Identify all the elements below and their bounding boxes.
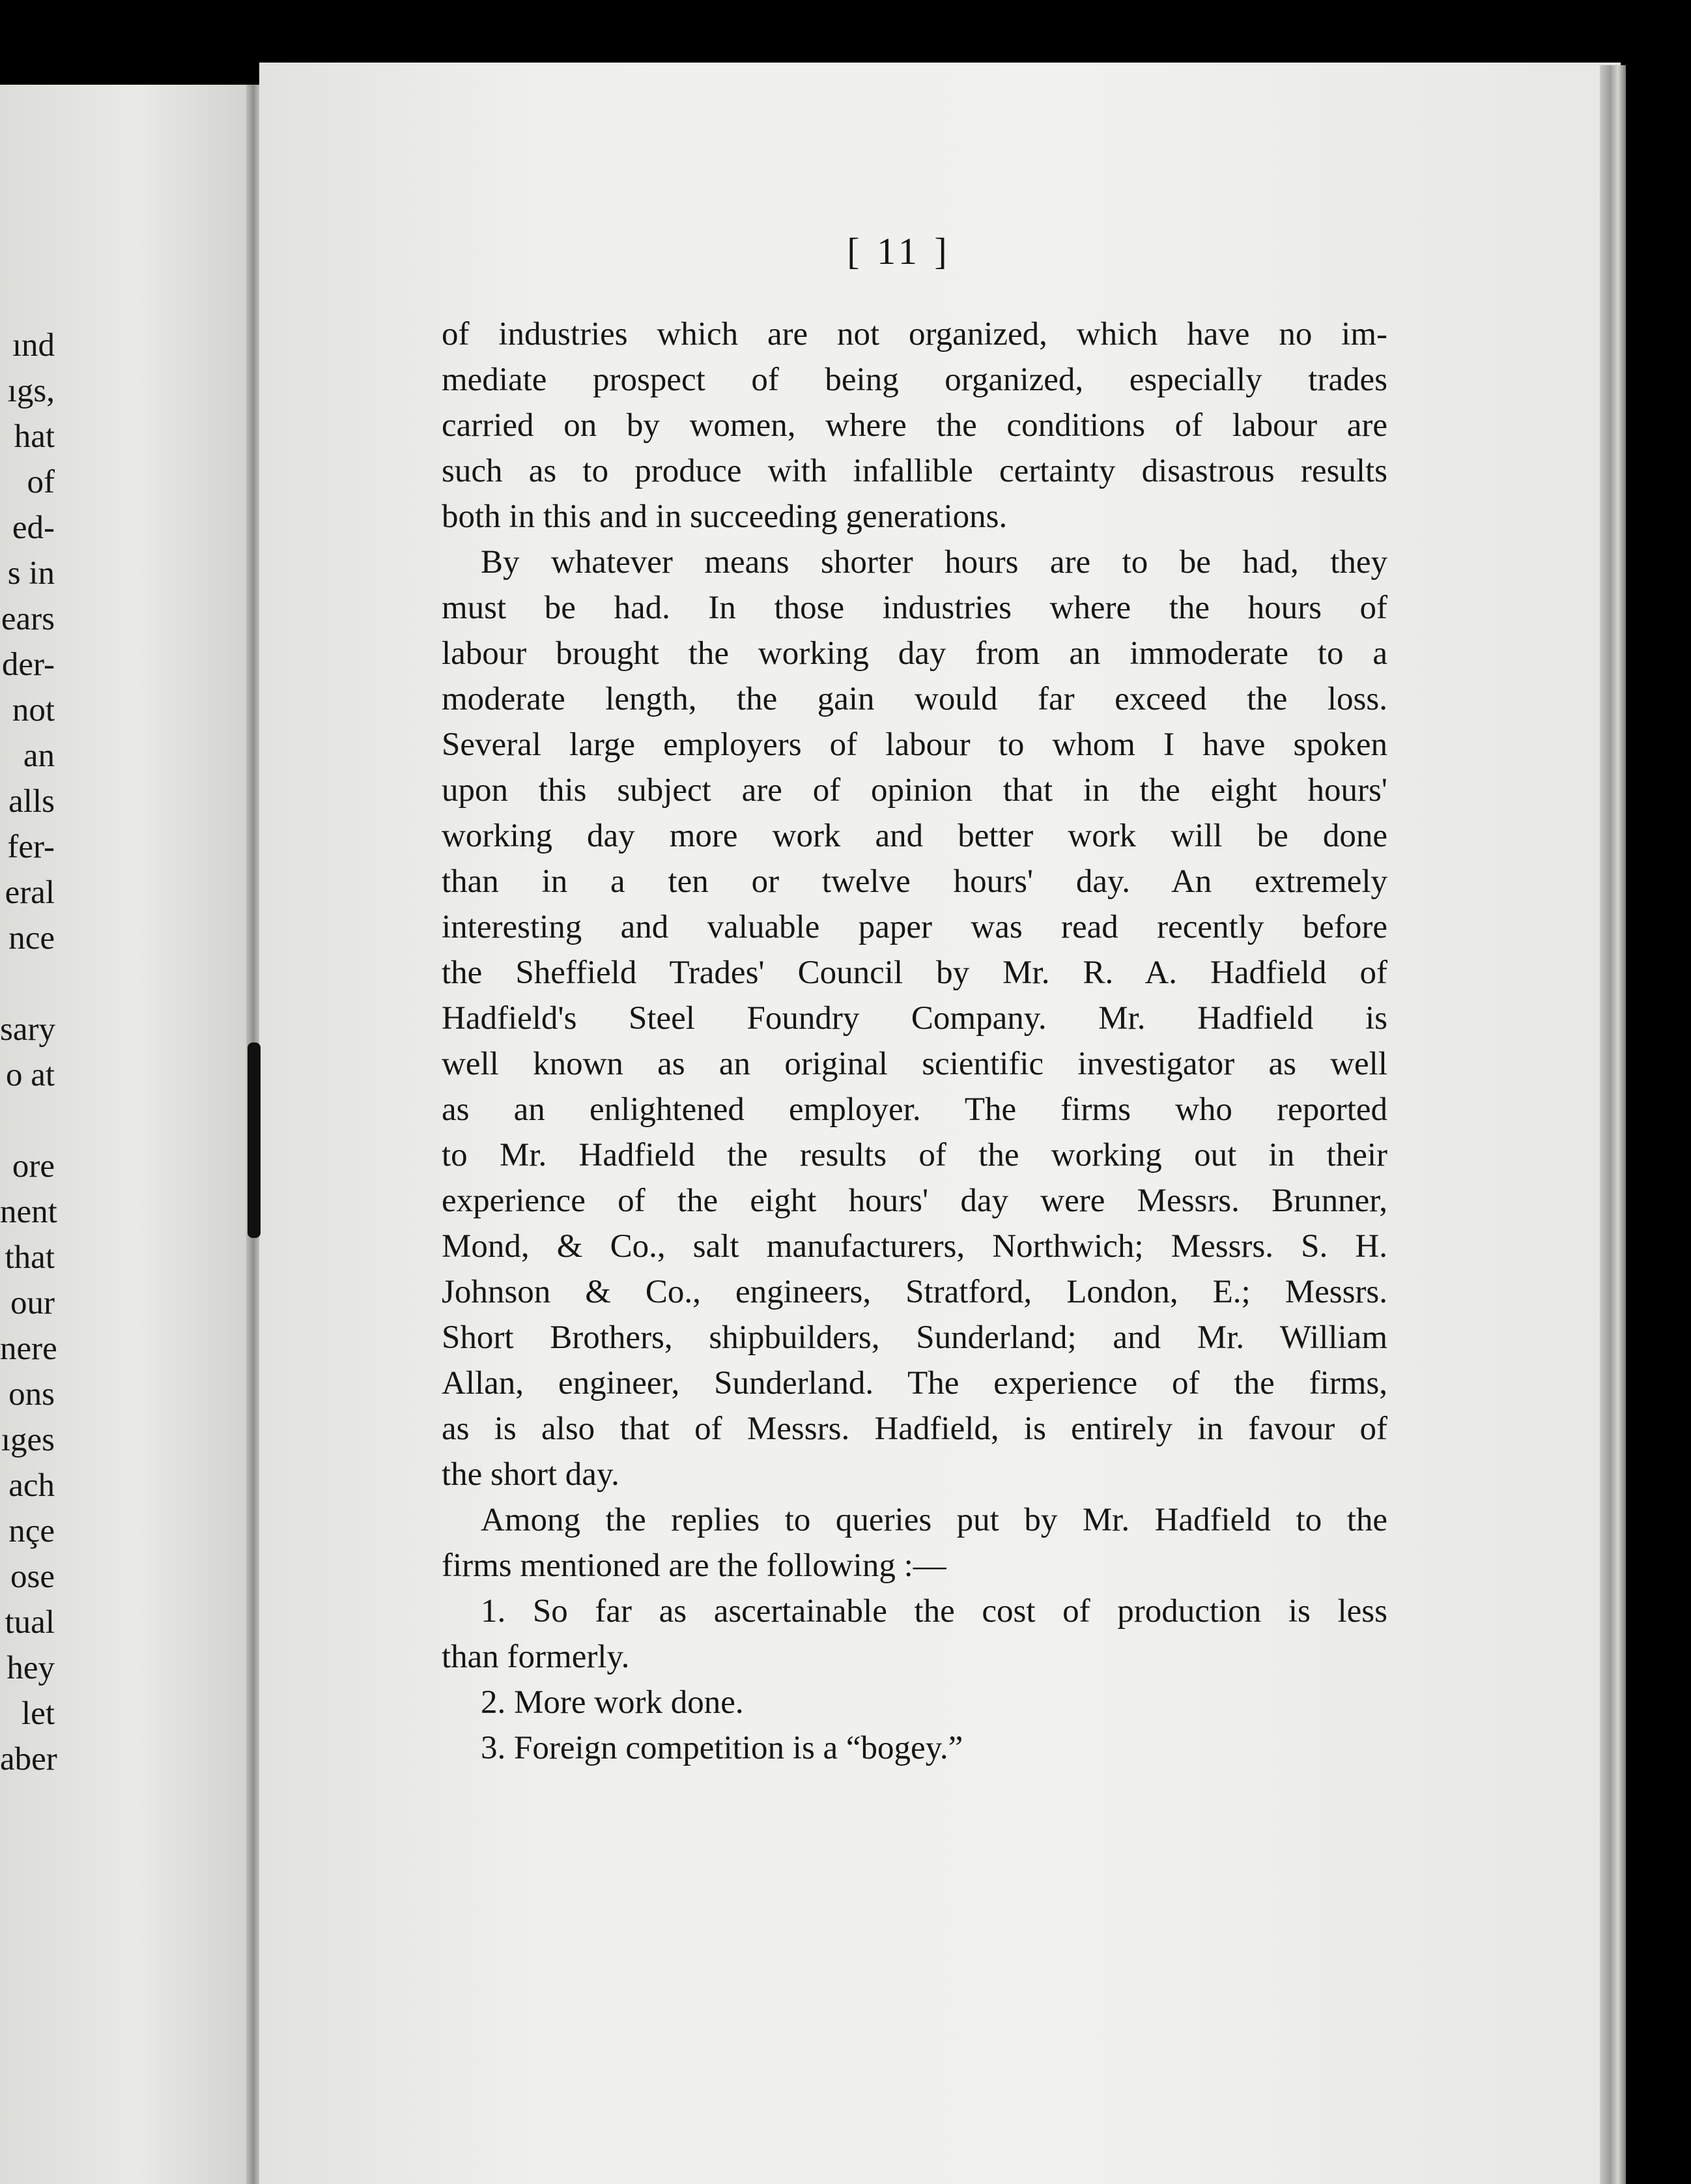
text-line: than in a ten or twelve hours' day. An extremely bbox=[442, 863, 1387, 900]
left-fragment: s in bbox=[7, 555, 55, 592]
left-fragment: nere bbox=[0, 1330, 57, 1367]
list-item bbox=[442, 1680, 1387, 1725]
left-fragment: ıgs, bbox=[7, 373, 55, 409]
text-line: Allan, engineer, Sunderland. The experience of the firms, bbox=[442, 1365, 1387, 1401]
left-fragment: an bbox=[23, 738, 55, 774]
paragraph-3 bbox=[442, 1497, 1387, 1588]
page-number: [ 11 ] bbox=[847, 230, 951, 272]
text-line: as an enlightened employer. The firms who reported bbox=[442, 1091, 1387, 1128]
left-fragment: eral bbox=[5, 874, 55, 911]
text-line: Mond, & Co., salt manufacturers, Northwich; Messrs. S. H. bbox=[442, 1228, 1387, 1265]
left-fragment: that bbox=[5, 1239, 55, 1276]
text-line: must be had. In those industries where the hours of bbox=[442, 590, 1387, 626]
left-fragment: of bbox=[27, 464, 55, 500]
left-fragment bbox=[0, 961, 55, 1007]
body-text bbox=[442, 311, 1387, 1771]
text-line: mediate prospect of being organized, especially trades bbox=[442, 362, 1387, 398]
text-line: By whatever means shorter hours are to be had, they bbox=[481, 544, 1387, 581]
left-fragment: ınd bbox=[12, 327, 55, 364]
list-item bbox=[442, 1588, 1387, 1680]
text-line: experience of the eight hours' day were Messrs. Brunner, bbox=[442, 1183, 1387, 1219]
paragraph-2 bbox=[442, 539, 1387, 1497]
text-line: carried on by women, where the conditions of labour are bbox=[442, 407, 1387, 444]
left-fragment: ose bbox=[10, 1559, 55, 1595]
text-line: Hadfield's Steel Foundry Company. Mr. Hadfield is bbox=[442, 1000, 1387, 1037]
text-line: such as to produce with infallible certainty disastrous results bbox=[442, 453, 1387, 489]
text-line: well known as an original scientific investigator as well bbox=[442, 1046, 1387, 1082]
left-fragment bbox=[0, 1098, 55, 1143]
binding-mark bbox=[248, 1042, 261, 1238]
left-fragment: aber bbox=[0, 1741, 57, 1777]
left-fragment: ed- bbox=[12, 510, 55, 546]
text-line: working day more work and better work will be done bbox=[442, 818, 1387, 854]
left-fragment: ıges bbox=[1, 1422, 55, 1458]
left-fragment: tual bbox=[5, 1604, 55, 1641]
text-line: to Mr. Hadfield the results of the working out in their bbox=[442, 1137, 1387, 1173]
text-line: 2. More work done. bbox=[481, 1684, 744, 1721]
text-line: both in this and in succeeding generations. bbox=[442, 498, 1008, 535]
text-line: labour brought the working day from an immoderate to a bbox=[442, 635, 1387, 672]
left-fragment: nce bbox=[8, 920, 55, 956]
left-fragment: o at bbox=[5, 1057, 55, 1093]
left-fragment: der- bbox=[1, 646, 55, 683]
text-line: Short Brothers, shipbuilders, Sunderland; and Mr. William bbox=[442, 1319, 1387, 1356]
text-line: interesting and valuable paper was read recently before bbox=[442, 909, 1387, 945]
page-edge bbox=[1600, 65, 1626, 2184]
text-line: 1. So far as ascertainable the cost of production is less bbox=[481, 1593, 1387, 1630]
left-fragment: alls bbox=[8, 783, 55, 820]
left-fragment: let bbox=[21, 1695, 55, 1732]
text-line: than formerly. bbox=[442, 1639, 630, 1675]
text-line: Johnson & Co., engineers, Stratford, London, E.; Messrs. bbox=[442, 1274, 1387, 1310]
left-fragment: ears bbox=[1, 601, 55, 637]
left-fragment: ons bbox=[8, 1376, 55, 1413]
text-line: the short day. bbox=[442, 1456, 619, 1493]
text-line: Among the replies to queries put by Mr. Hadfield to the bbox=[481, 1502, 1387, 1538]
left-fragment: our bbox=[10, 1285, 55, 1321]
text-line: moderate length, the gain would far exceed the loss. bbox=[442, 681, 1387, 717]
text-line: firms mentioned are the following :— bbox=[442, 1547, 946, 1584]
left-fragment: fer- bbox=[7, 829, 55, 865]
text-line: the Sheffield Trades' Council by Mr. R. A. Hadfield of bbox=[442, 955, 1387, 991]
text-line: Several large employers of labour to whom I have spoken bbox=[442, 726, 1387, 763]
text-line: upon this subject are of opinion that in the eight hours' bbox=[442, 772, 1387, 809]
left-fragment: hey bbox=[7, 1650, 55, 1686]
left-fragment: nçe bbox=[8, 1513, 55, 1549]
text-line: of industries which are not organized, which have no im- bbox=[442, 316, 1387, 352]
left-fragment: sary bbox=[0, 1011, 55, 1048]
left-fragment: ore bbox=[12, 1148, 55, 1185]
text-line: as is also that of Messrs. Hadfield, is entirely in favour of bbox=[442, 1411, 1387, 1447]
left-fragment: not bbox=[12, 692, 55, 728]
left-fragment: hat bbox=[14, 418, 55, 455]
paragraph-1 bbox=[442, 311, 1387, 539]
left-fragment: nent bbox=[0, 1194, 57, 1230]
left-fragment: ach bbox=[8, 1467, 55, 1504]
list-item bbox=[442, 1725, 1387, 1771]
left-page-text bbox=[0, 323, 55, 1782]
text-line: 3. Foreign competition is a “bogey.” bbox=[481, 1730, 963, 1766]
